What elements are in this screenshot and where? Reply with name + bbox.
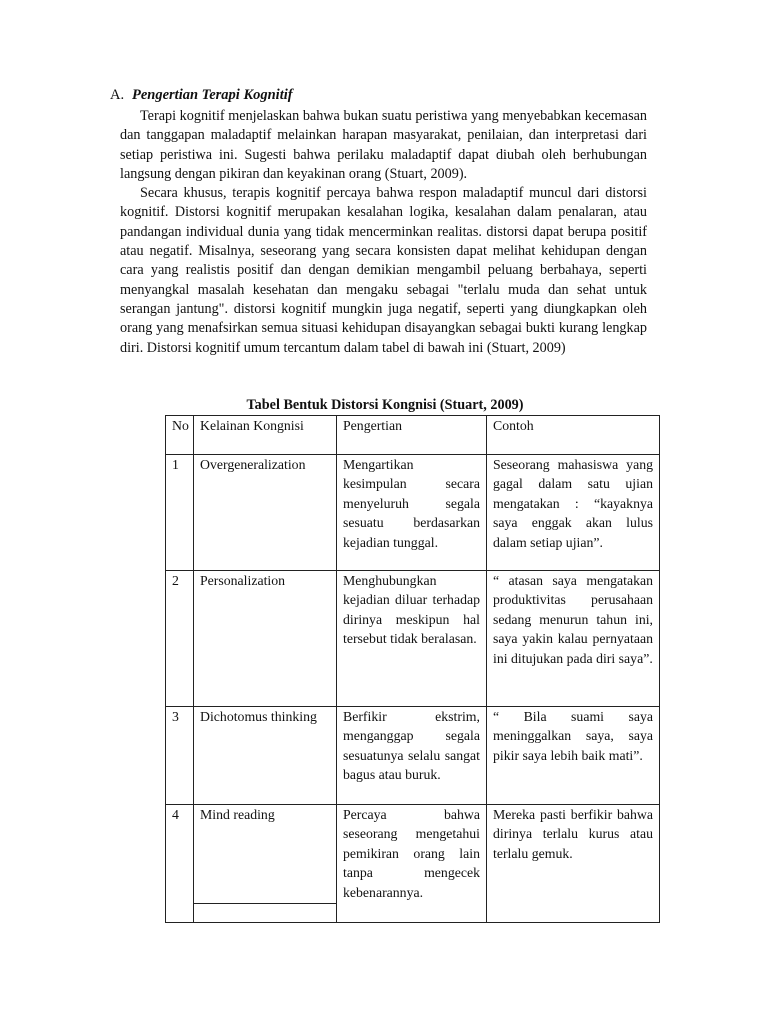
table-row [166,455,660,571]
row-no: 1 [166,455,194,571]
row-contoh: Mereka pasti berfikir bahwa dirinya terlalu kurus atau terlalu gemuk. [487,805,660,923]
row-no: 4 [166,805,194,923]
row-kelainan: Dichotomus thinking [194,707,337,805]
row-pengertian: Menghubungkan kejadian diluar terhadap dirinya meskipun hal tersebut tidak beralasan. [337,571,487,707]
header-no: No [166,416,194,455]
row-kelainan: Mind reading [194,805,337,904]
table-header-row [166,416,660,455]
section-title: Pengertian Terapi Kognitif [132,87,293,103]
row-contoh: Seseorang mahasiswa yang gagal dalam satu ujian mengatakan : “kayaknya saya enggak akan lulus dalam setiap ujian”. [487,455,660,571]
table-row [166,707,660,805]
paragraph: Secara khusus, terapis kognitif percaya bahwa respon maladaptif muncul dari distorsi kognitif. Distorsi kognitif merupakan kesalahan logika, kesalahan dalam penalaran, atau pandangan individual dunia yang tidak mencerminkan realitas. distorsi dapat berupa positif atau negatif. Misalnya, seseorang yang secara konsisten dapat melihat kehidupan dengan cara yang realistis positif dan dengan demikian mengambil peluang berbahaya, seperti menyangkal masalah kesehatan dan mengaku sebagai "terlalu muda dan sehat untuk serangan jantung". distorsi kognitif mungkin juga negatif, seperti yang diungkapkan oleh orang yang menafsirkan semua situasi kehidupan disayangkan sebagai bukti kurang lengkap diri. Distorsi kognitif umum tercantum dalam tabel di bawah ini (Stuart, 2009) [120,185,647,356]
row-pengertian: Mengartikan kesimpulan secara menyeluruh segala sesuatu berdasarkan kejadian tunggal. [337,455,487,571]
row-no: 2 [166,571,194,707]
header-pengertian: Pengertian [337,416,487,455]
section-marker: A. [110,87,125,103]
row-kelainan: Personalization [194,571,337,707]
paragraph: Terapi kognitif menjelaskan bahwa bukan suatu peristiwa yang menyebabkan kecemasan dan tanggapan maladaptif melainkan harapan masyarakat, penilaian, dan interpretasi dari setiap peristiwa ini. Sugesti bahwa perilaku maladaptif dapat diubah oleh berhubungan langsung dengan pikiran dan keyakinan orang (Stuart, 2009). [120,108,647,182]
table-row [166,571,660,707]
header-kelainan: Kelainan Kongnisi [194,416,337,455]
row-contoh: “ atasan saya mengatakan produktivitas perusahaan sedang menurun tahun ini, saya yakin kalau pernyataan ini ditujukan pada diri saya”. [487,571,660,707]
empty-cell [194,904,337,923]
section-heading [110,87,293,104]
table-caption: Tabel Bentuk Distorsi Kongnisi (Stuart, 2009) [246,397,524,413]
row-no: 3 [166,707,194,805]
row-contoh: “ Bila suami saya meninggalkan saya, saya pikir saya lebih baik mati”. [487,707,660,805]
table-row [166,805,660,904]
header-contoh: Contoh [487,416,660,455]
row-kelainan: Overgeneralization [194,455,337,571]
row-pengertian: Percaya bahwa seseorang mengetahui pemikiran orang lain tanpa mengecek kebenarannya. [337,805,487,923]
body-text [120,107,647,358]
distortion-table [165,415,660,923]
row-pengertian: Berfikir ekstrim, menganggap segala sesuatunya selalu sangat bagus atau buruk. [337,707,487,805]
